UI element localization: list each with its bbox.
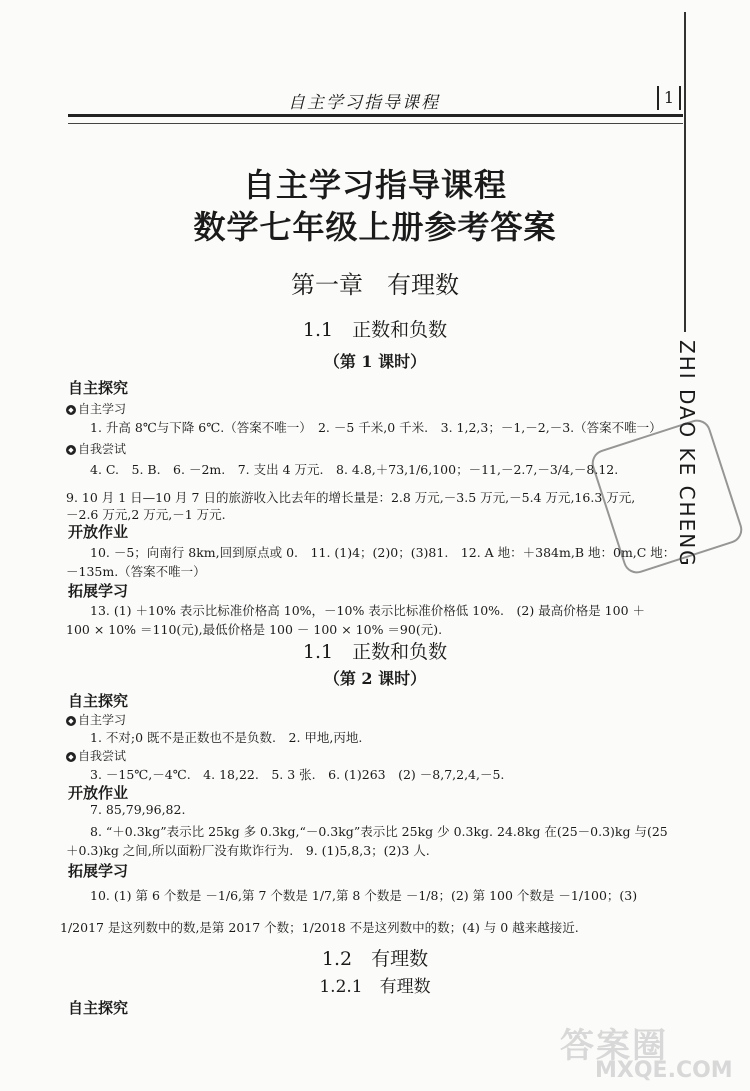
lesson-label: （第 2 课时） <box>323 669 427 688</box>
answer-line: 7. 85,79,96,82. <box>90 802 186 817</box>
answer-line: 10. －5；向南行 8km,回到原点或 0. 11. (1)4；(2)0；(3)81. 12. A 地：＋384m,B 地：0m,C 地： <box>90 545 676 560</box>
heading-zizhu-xuexi: ◆ 自主学习 <box>66 400 126 417</box>
answer-line: 3. －15℃,－4℃. 4. 18,22. 5. 3 张. 6. (1)263 (2) －8,7,2,4,－5. <box>90 767 505 782</box>
heading-kaifang: 开放作业 <box>68 784 129 802</box>
doc-title-line1: 自主学习指导课程 <box>242 166 507 204</box>
bullet-icon: ◆ <box>66 405 76 415</box>
section-title: 1.2 有理数 <box>321 948 429 970</box>
running-header: 自主学习指导课程 <box>288 93 440 113</box>
lesson-label: （第 1 课时） <box>323 352 427 371</box>
heading-zizhu-xuexi: ◆ 自主学习 <box>66 711 126 728</box>
answer-line: ＋0.3)kg 之间,所以面粉厂没有欺诈行为. 9. (1)5,8,3；(2)3 人. <box>66 843 430 858</box>
bullet-icon: ◆ <box>66 716 76 726</box>
subsection-title: 1.2.1 有理数 <box>319 977 431 997</box>
watermark-logo: 答案圈 <box>560 1026 668 1066</box>
heading-ziwo: ◆ 自我尝试 <box>66 440 126 457</box>
heading-tuozhan: 拓展学习 <box>68 862 129 880</box>
answer-line: 100 × 10% ＝110(元),最低价格是 100 － 100 × 10% ＝90(元). <box>66 622 443 637</box>
answer-line: 13. (1) ＋10% 表示比标准价格高 10%，－10% 表示比标准价格低 10%. (2) 最高价格是 100 ＋ <box>90 603 646 618</box>
heading-ziwo: ◆ 自我尝试 <box>66 747 126 764</box>
side-vertical-text: ZHI DAO KE CHENG <box>675 340 699 568</box>
heading-kaifang: 开放作业 <box>68 523 129 541</box>
watermark-url: MXQE.COM <box>595 1058 733 1083</box>
answer-line: 4. C. 5. B. 6. －2m. 7. 支出 4 万元. 8. 4.8,＋73,1/6,100；－11,－2.7,－3/4,－8.12. <box>90 462 619 477</box>
section-title: 1.1 正数和负数 <box>302 641 448 663</box>
section-title: 1.1 正数和负数 <box>302 319 448 341</box>
answer-line: 9. 10 月 1 日—10 月 7 日的旅游收入比去年的增长量是：2.8 万元,－3.5 万元,－5.4 万元,16.3 万元, <box>66 490 636 505</box>
chapter-title: 第一章 有理数 <box>291 271 459 299</box>
answer-line: －135m.（答案不唯一） <box>66 564 206 579</box>
answer-line: 1. 不对;0 既不是正数也不是负数. 2. 甲地,丙地. <box>90 730 363 745</box>
answer-line: 1. 升高 8℃与下降 6℃.（答案不唯一） 2. －5 千米,0 千米. 3. 1,2,3；－1,－2,－3.（答案不唯一） <box>90 420 662 435</box>
doc-title-line2: 数学七年级上册参考答案 <box>193 208 557 246</box>
heading-zizhu: 自主探究 <box>68 379 129 397</box>
bullet-icon: ◆ <box>66 752 76 762</box>
heading-zizhu: 自主探究 <box>68 999 129 1017</box>
heading-tuozhan: 拓展学习 <box>68 582 129 600</box>
answer-line: －2.6 万元,2 万元,－1 万元. <box>66 507 226 522</box>
answer-line: 10. (1) 第 6 个数是 －1/6,第 7 个数是 1/7,第 8 个数是 －1/8；(2) 第 100 个数是 －1/100；(3) <box>90 888 638 903</box>
answer-line: 1/2017 是这列数中的数,是第 2017 个数；1/2018 不是这列数中的数；(4) 与 0 越来越接近. <box>60 920 579 935</box>
answer-line: 8. “＋0.3kg”表示比 25kg 多 0.3kg,“－0.3kg”表示比 25kg 少 0.3kg. 24.8kg 在(25－0.3)kg 与(25 <box>90 824 668 839</box>
heading-zizhu: 自主探究 <box>68 692 129 710</box>
bullet-icon: ◆ <box>66 445 76 455</box>
page-number: 1 <box>657 86 681 110</box>
header-rule <box>68 114 683 124</box>
